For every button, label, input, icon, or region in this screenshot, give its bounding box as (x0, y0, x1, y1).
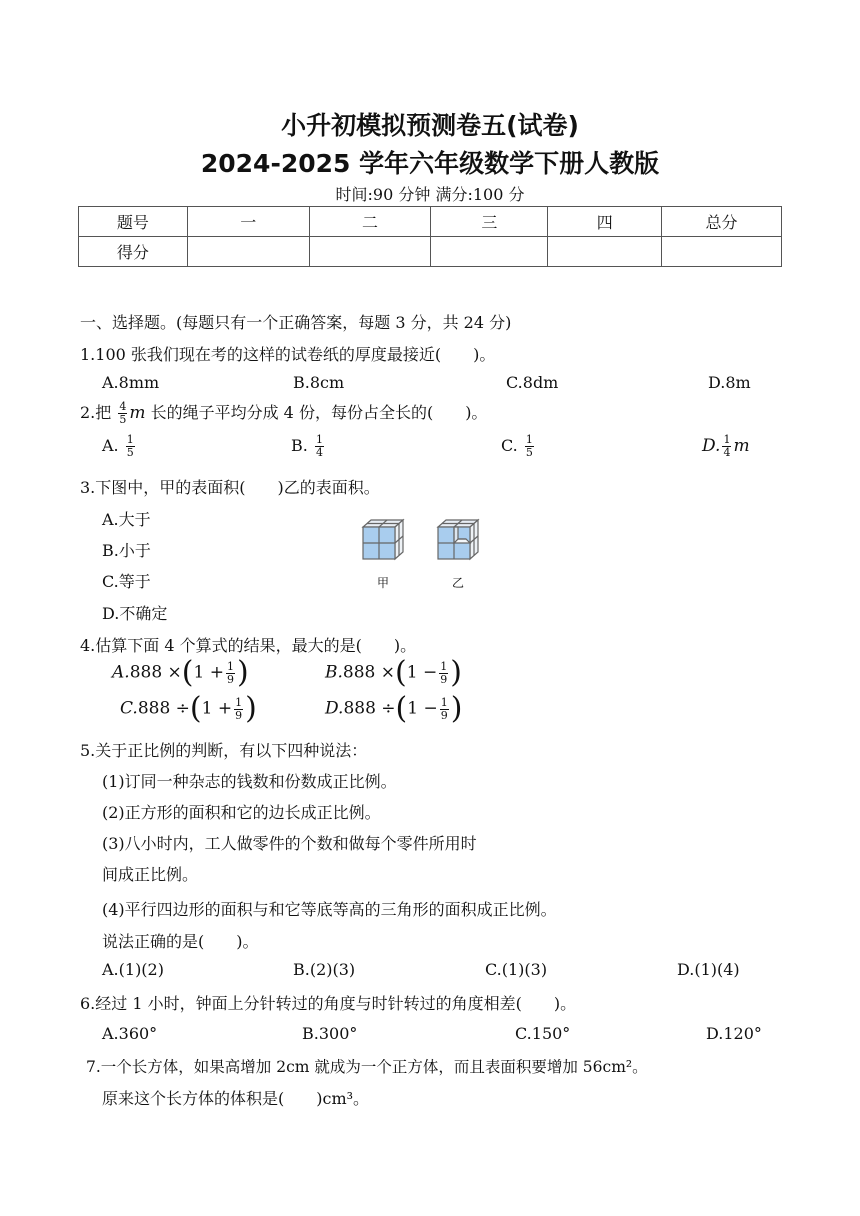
score-cell[interactable] (431, 237, 548, 267)
cube-figure (355, 515, 495, 595)
q2-opt-c-frac (525, 434, 534, 459)
q6-option-d[interactable]: D.120° (706, 1024, 762, 1043)
paren-close: ) (450, 655, 462, 690)
question-3: 3.下图中，甲的表面积( )乙的表面积。 (80, 478, 380, 497)
paren-open: ( (189, 691, 202, 726)
q3-option-d[interactable]: D.不确定 (102, 604, 168, 623)
expr-inner: 1 + (193, 662, 224, 683)
frac (226, 661, 235, 686)
q5-option-a[interactable]: A.(1)(2) (102, 960, 164, 979)
paren-close: ) (236, 655, 249, 690)
q5-statement-4: (4)平行四边形的面积与和它等底等高的三角形的面积成正比例。 (102, 900, 557, 919)
q2-option-a[interactable] (102, 434, 137, 459)
expr-inner: 1 + (201, 698, 233, 719)
q6-option-c[interactable]: C.150° (515, 1024, 571, 1043)
q2-opt-d-unit: m (733, 436, 750, 456)
q5-statement-3a: (3)八小时内，工人做零件的个数和做每个零件所用时 (102, 834, 477, 853)
q4-option-d[interactable] (325, 691, 463, 726)
cube-jia (363, 520, 403, 559)
score-header-cell: 一 (187, 207, 309, 237)
frac-num: 1 (235, 695, 243, 709)
frac-num: 1 (440, 695, 448, 709)
q1-option-c[interactable]: C.8dm (506, 373, 559, 392)
cube-yi (438, 520, 478, 559)
q5-option-d[interactable]: D.(1)(4) (677, 960, 740, 979)
frac-den: 4 (315, 446, 323, 459)
expr: 888 ÷ (137, 698, 190, 719)
q2-unit: m (129, 403, 146, 423)
frac-den: 5 (126, 446, 134, 459)
score-header-cell: 题号 (79, 207, 188, 237)
q1-option-d[interactable]: D.8m (708, 373, 751, 392)
score-cell[interactable] (187, 237, 309, 267)
frac (440, 697, 449, 722)
q5-statement-2: (2)正方形的面积和它的边长成正比例。 (102, 803, 381, 822)
q2-opt-c-label: C. (501, 436, 518, 455)
q1-option-a[interactable]: A.8mm (102, 373, 160, 392)
expr-inner: 1 − (406, 662, 438, 683)
paren-close: ) (450, 691, 463, 726)
score-header-cell: 三 (431, 207, 548, 237)
q3-option-b[interactable]: B.小于 (102, 541, 151, 560)
q2-opt-d-label: D. (702, 436, 721, 456)
expr-inner: 1 − (407, 698, 438, 719)
fig-label-jia: 甲 (377, 576, 390, 590)
frac-den: 9 (440, 672, 448, 686)
q2-fraction (118, 401, 127, 426)
q2-rest: 长的绳子平均分成 4 份，每份占全长的( )。 (150, 403, 488, 422)
q4-option-a[interactable] (112, 655, 249, 690)
score-row-label: 得分 (79, 237, 188, 267)
frac (439, 661, 448, 686)
score-header-cell: 四 (548, 207, 662, 237)
question-2 (80, 400, 487, 426)
opt-label: A. (112, 662, 130, 683)
score-cell[interactable] (548, 237, 662, 267)
question-4: 4.估算下面 4 个算式的结果，最大的是( )。 (80, 636, 417, 655)
q2-option-c[interactable] (501, 434, 536, 459)
frac-num: 1 (440, 659, 448, 673)
score-table (78, 206, 782, 267)
section-heading: 一、选择题。(每题只有一个正确答案，每题 3 分，共 24 分) (80, 313, 512, 332)
question-7-line2: 原来这个长方体的体积是( )cm³。 (102, 1089, 370, 1108)
score-cell[interactable] (662, 237, 782, 267)
q4-option-c[interactable] (120, 691, 257, 726)
frac-num: 1 (226, 659, 234, 673)
q1-option-b[interactable]: B.8cm (293, 373, 345, 392)
frac-den: 5 (525, 446, 533, 459)
q2-opt-b-label: B. (291, 436, 308, 455)
q2-opt-d-frac (722, 434, 731, 459)
frac (234, 697, 243, 722)
q2-frac-num: 4 (119, 400, 127, 413)
q6-option-a[interactable]: A.360° (102, 1024, 158, 1043)
score-header-cell: 总分 (662, 207, 782, 237)
expr: 888 ÷ (343, 698, 396, 719)
frac-den: 9 (440, 708, 448, 722)
paren-close: ) (245, 691, 257, 726)
frac-num: 1 (723, 433, 731, 446)
q3-option-c[interactable]: C.等于 (102, 572, 151, 591)
q2-option-d[interactable] (702, 434, 750, 459)
opt-label: B. (325, 662, 343, 683)
expr: 888 × (342, 662, 396, 683)
question-1: 1.100 张我们现在考的这样的试卷纸的厚度最接近( )。 (80, 345, 496, 364)
frac-num: 1 (525, 433, 533, 446)
q3-option-a[interactable]: A.大于 (102, 510, 151, 529)
score-header-cell: 二 (309, 207, 431, 237)
q5-statement-3b: 间成正比例。 (102, 865, 199, 884)
opt-label: D. (325, 698, 344, 719)
paren-open: ( (395, 655, 407, 690)
frac-den: 9 (226, 672, 234, 686)
question-6: 6.经过 1 小时，钟面上分针转过的角度与时针转过的角度相差( )。 (80, 994, 577, 1013)
opt-label: C. (120, 698, 138, 719)
q5-option-c[interactable]: C.(1)(3) (485, 960, 548, 979)
question-5: 5.关于正比例的判断，有以下四种说法： (80, 741, 368, 760)
paren-open: ( (181, 655, 194, 690)
q5-ask: 说法正确的是( )。 (102, 932, 259, 951)
exam-subtitle: 2024-2025 学年六年级数学下册人教版 (200, 149, 660, 178)
expr: 888 × (129, 662, 182, 683)
q5-option-b[interactable]: B.(2)(3) (293, 960, 356, 979)
q4-option-b[interactable] (325, 655, 462, 690)
score-cell[interactable] (309, 237, 431, 267)
exam-title: 小升初模拟预测卷五(试卷) (281, 111, 579, 140)
q2-option-b[interactable] (291, 434, 326, 459)
q5-statement-1: (1)订同一种杂志的钱数和份数成正比例。 (102, 772, 397, 791)
frac-den: 9 (235, 708, 243, 722)
frac-den: 4 (723, 446, 731, 459)
paren-open: ( (395, 691, 408, 726)
q2-opt-b-frac (315, 434, 324, 459)
frac-num: 1 (126, 433, 134, 446)
q2-opt-a-label: A. (102, 436, 119, 455)
q2-opt-a-frac (126, 434, 135, 459)
time-info: 时间:90 分钟 满分:100 分 (335, 185, 525, 204)
fig-label-yi: 乙 (452, 576, 465, 590)
q2-prefix: 2.把 (80, 403, 112, 422)
q6-option-b[interactable]: B.300° (302, 1024, 358, 1043)
frac-num: 1 (315, 433, 323, 446)
q2-frac-den: 5 (119, 413, 127, 426)
question-7-line1: 7.一个长方体，如果高增加 2cm 就成为一个正方体，而且表面积要增加 56cm²。 (86, 1058, 648, 1076)
